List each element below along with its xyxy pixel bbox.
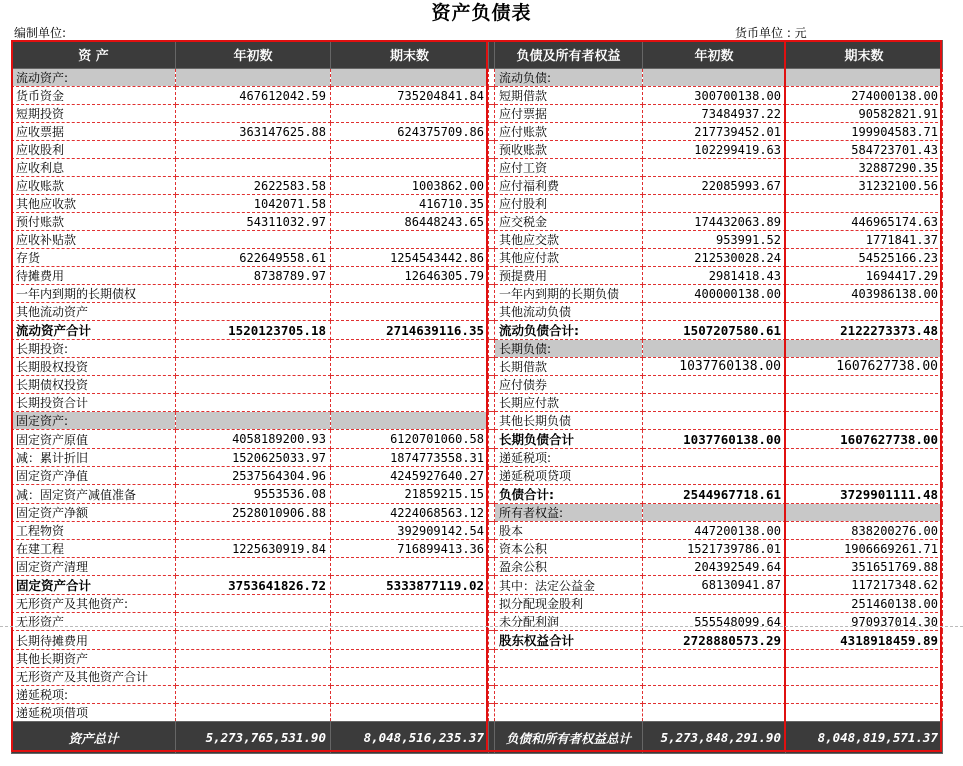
asset-begin-cell[interactable] (176, 303, 331, 321)
liability-end-cell[interactable] (786, 195, 943, 213)
liability-label-cell[interactable]: 其他长期负债 (495, 412, 643, 430)
liability-label-cell[interactable]: 长期负债: (495, 340, 643, 358)
asset-end-cell[interactable] (331, 376, 489, 394)
asset-end-cell[interactable] (331, 358, 489, 376)
header-liability[interactable]: 负债及所有者权益 (495, 41, 643, 69)
liability-total-label: 负债和所有者权益总计 (495, 722, 643, 754)
liability-label-cell[interactable]: 长期负债合计 (495, 430, 643, 449)
asset-label-cell[interactable]: 应收账款 (12, 177, 176, 195)
asset-end-cell[interactable] (331, 704, 489, 722)
liability-label-cell[interactable]: 股本 (495, 522, 643, 540)
liability-end-cell[interactable]: 1607627738.00 (786, 358, 943, 376)
liability-begin-cell[interactable]: 555548099.64 (643, 613, 786, 631)
liability-end-cell[interactable]: 4318918459.89 (786, 631, 943, 650)
asset-begin-cell[interactable]: 1520625033.97 (176, 449, 331, 467)
liability-label-cell[interactable]: 拟分配现金股利 (495, 595, 643, 613)
liability-begin-cell[interactable] (643, 449, 786, 467)
asset-end-cell[interactable]: 716899413.36 (331, 540, 489, 558)
liability-total-begin[interactable]: 5,273,848,291.90 (643, 722, 786, 754)
asset-begin-cell[interactable] (176, 340, 331, 358)
liability-label-cell[interactable]: 递延税项: (495, 449, 643, 467)
asset-end-cell[interactable] (331, 668, 489, 686)
table-row (12, 504, 943, 522)
balance-sheet-table (11, 40, 943, 754)
liability-end-cell[interactable]: 970937014.30 (786, 613, 943, 631)
liability-label-cell[interactable]: 流动负债合计: (495, 321, 643, 340)
table-row (12, 449, 943, 467)
liability-end-cell[interactable]: 54525166.23 (786, 249, 943, 267)
asset-label-cell[interactable]: 递延税项借项 (12, 704, 176, 722)
asset-end-cell[interactable]: 624375709.86 (331, 123, 489, 141)
asset-label-cell[interactable]: 无形资产 (12, 613, 176, 631)
table-row (12, 394, 943, 412)
liability-label-cell[interactable]: 其中：法定公益金 (495, 576, 643, 595)
table-row (12, 340, 943, 358)
asset-begin-cell[interactable]: 2528010906.88 (176, 504, 331, 522)
asset-begin-cell[interactable] (176, 595, 331, 613)
asset-label-cell[interactable]: 应收股利 (12, 141, 176, 159)
asset-end-cell[interactable] (331, 231, 489, 249)
asset-begin-cell[interactable]: 2622583.58 (176, 177, 331, 195)
liability-label-cell[interactable]: 预提费用 (495, 267, 643, 285)
liability-end-cell[interactable] (786, 340, 943, 358)
liability-label-cell[interactable]: 其他流动负债 (495, 303, 643, 321)
asset-label-cell[interactable]: 无形资产及其他资产合计 (12, 668, 176, 686)
header-liability-begin[interactable]: 年初数 (643, 41, 786, 69)
table-row (12, 704, 943, 722)
asset-begin-cell[interactable]: 3753641826.72 (176, 576, 331, 595)
table-row (12, 412, 943, 430)
asset-end-cell[interactable]: 4245927640.27 (331, 467, 489, 485)
liability-label-cell[interactable]: 负债合计: (495, 485, 643, 504)
liability-end-cell[interactable] (786, 686, 943, 704)
asset-label-cell[interactable]: 其他长期资产 (12, 650, 176, 668)
asset-label-cell[interactable]: 应收利息 (12, 159, 176, 177)
liability-end-cell[interactable]: 3729901111.48 (786, 485, 943, 504)
table-row (12, 159, 943, 177)
table-row (12, 267, 943, 285)
liability-begin-cell[interactable] (643, 159, 786, 177)
table-row (12, 668, 943, 686)
liability-total-end[interactable]: 8,048,819,571.37 (786, 722, 943, 754)
asset-begin-cell[interactable]: 9553536.08 (176, 485, 331, 504)
asset-end-cell[interactable] (331, 613, 489, 631)
liability-end-cell[interactable]: 446965174.63 (786, 213, 943, 231)
liability-label-cell[interactable]: 流动负债: (495, 69, 643, 87)
liability-end-cell[interactable]: 838200276.00 (786, 522, 943, 540)
liability-begin-cell[interactable] (643, 195, 786, 213)
asset-label-cell[interactable]: 固定资产净值 (12, 467, 176, 485)
liability-begin-cell[interactable] (643, 412, 786, 430)
liability-end-cell[interactable]: 1906669261.71 (786, 540, 943, 558)
liability-label-cell[interactable] (495, 704, 643, 722)
liability-begin-cell[interactable]: 1507207580.61 (643, 321, 786, 340)
liability-end-cell[interactable] (786, 449, 943, 467)
liability-begin-cell[interactable]: 217739452.01 (643, 123, 786, 141)
table-row (12, 105, 943, 123)
liability-label-cell[interactable]: 预收账款 (495, 141, 643, 159)
liability-label-cell[interactable]: 短期借款 (495, 87, 643, 105)
liability-end-cell[interactable] (786, 668, 943, 686)
liability-label-cell[interactable]: 应付债券 (495, 376, 643, 394)
asset-end-cell[interactable]: 735204841.84 (331, 87, 489, 105)
table-row (12, 540, 943, 558)
liability-begin-cell[interactable]: 1037760138.00 (643, 358, 786, 376)
table-row (12, 87, 943, 105)
liability-label-cell[interactable]: 长期应付款 (495, 394, 643, 412)
table-row (12, 631, 943, 650)
asset-end-cell[interactable] (331, 303, 489, 321)
asset-label-cell[interactable]: 减：累计折旧 (12, 449, 176, 467)
table-row (12, 141, 943, 159)
liability-label-cell[interactable]: 资本公积 (495, 540, 643, 558)
table-row (12, 650, 943, 668)
asset-label-cell[interactable]: 固定资产原值 (12, 430, 176, 449)
asset-end-cell[interactable]: 392909142.54 (331, 522, 489, 540)
liability-end-cell[interactable]: 2122273373.48 (786, 321, 943, 340)
table-row (12, 467, 943, 485)
header-asset-end[interactable]: 期末数 (331, 41, 489, 69)
asset-end-cell[interactable]: 1874773558.31 (331, 449, 489, 467)
asset-label-cell[interactable]: 一年内到期的长期债权 (12, 285, 176, 303)
header-asset-begin[interactable]: 年初数 (176, 41, 331, 69)
asset-begin-cell[interactable] (176, 686, 331, 704)
liability-label-cell[interactable]: 盈余公积 (495, 558, 643, 576)
liability-label-cell[interactable]: 其他应交款 (495, 231, 643, 249)
liability-label-cell[interactable]: 其他应付款 (495, 249, 643, 267)
table-row (12, 213, 943, 231)
asset-label-cell[interactable]: 在建工程 (12, 540, 176, 558)
asset-total-label: 资产总计 (12, 722, 176, 754)
table-row (12, 123, 943, 141)
asset-end-cell[interactable]: 416710.35 (331, 195, 489, 213)
liability-begin-cell[interactable]: 953991.52 (643, 231, 786, 249)
asset-begin-cell[interactable]: 4058189200.93 (176, 430, 331, 449)
asset-end-cell[interactable] (331, 595, 489, 613)
liability-end-cell[interactable]: 32887290.35 (786, 159, 943, 177)
liability-label-cell[interactable]: 应交税金 (495, 213, 643, 231)
asset-end-cell[interactable]: 2714639116.35 (331, 321, 489, 340)
liability-end-cell[interactable]: 351651769.88 (786, 558, 943, 576)
asset-begin-cell[interactable] (176, 522, 331, 540)
asset-begin-cell[interactable]: 1042071.58 (176, 195, 331, 213)
liability-end-cell[interactable]: 403986138.00 (786, 285, 943, 303)
liability-end-cell[interactable]: 274000138.00 (786, 87, 943, 105)
liability-label-cell[interactable]: 一年内到期的长期负债 (495, 285, 643, 303)
asset-end-cell[interactable] (331, 686, 489, 704)
table-row (12, 303, 943, 321)
compiling-unit-label: 编制单位: (14, 26, 67, 40)
asset-total-begin[interactable]: 5,273,765,531.90 (176, 722, 331, 754)
asset-begin-cell[interactable] (176, 613, 331, 631)
liability-begin-cell[interactable]: 68130941.87 (643, 576, 786, 595)
asset-label-cell[interactable]: 预付账款 (12, 213, 176, 231)
table-row (12, 376, 943, 394)
liability-label-cell[interactable] (495, 668, 643, 686)
liability-label-cell[interactable]: 股东权益合计 (495, 631, 643, 650)
liability-end-cell[interactable]: 251460138.00 (786, 595, 943, 613)
asset-label-cell[interactable]: 递延税项: (12, 686, 176, 704)
asset-end-cell[interactable] (331, 394, 489, 412)
header-row (12, 41, 943, 69)
table-row (12, 430, 943, 449)
asset-begin-cell[interactable] (176, 376, 331, 394)
asset-end-cell[interactable]: 86448243.65 (331, 213, 489, 231)
asset-begin-cell[interactable]: 2537564304.96 (176, 467, 331, 485)
asset-label-cell[interactable]: 长期投资: (12, 340, 176, 358)
liability-label-cell[interactable]: 应付账款 (495, 123, 643, 141)
liability-label-cell[interactable]: 长期借款 (495, 358, 643, 376)
asset-label-cell[interactable]: 减：固定资产减值准备 (12, 485, 176, 504)
asset-end-cell[interactable] (331, 159, 489, 177)
liability-end-cell[interactable]: 1607627738.00 (786, 430, 943, 449)
asset-label-cell[interactable]: 无形资产及其他资产: (12, 595, 176, 613)
asset-end-cell[interactable] (331, 105, 489, 123)
asset-begin-cell[interactable] (176, 412, 331, 430)
asset-begin-cell[interactable] (176, 105, 331, 123)
asset-label-cell[interactable]: 应收补贴款 (12, 231, 176, 249)
asset-end-cell[interactable] (331, 412, 489, 430)
liability-begin-cell[interactable] (643, 394, 786, 412)
asset-begin-cell[interactable] (176, 394, 331, 412)
liability-begin-cell[interactable]: 22085993.67 (643, 177, 786, 195)
asset-begin-cell[interactable] (176, 231, 331, 249)
asset-begin-cell[interactable]: 54311032.97 (176, 213, 331, 231)
sheet-title: 资产负债表 (431, 2, 532, 24)
liability-end-cell[interactable]: 1771841.37 (786, 231, 943, 249)
liability-end-cell[interactable]: 90582821.91 (786, 105, 943, 123)
asset-label-cell[interactable]: 工程物资 (12, 522, 176, 540)
liability-begin-cell[interactable] (643, 340, 786, 358)
asset-begin-cell[interactable]: 363147625.88 (176, 123, 331, 141)
table-row (12, 177, 943, 195)
liability-begin-cell[interactable]: 1037760138.00 (643, 430, 786, 449)
liability-begin-cell[interactable] (643, 595, 786, 613)
liability-begin-cell[interactable]: 2981418.43 (643, 267, 786, 285)
asset-begin-cell[interactable]: 467612042.59 (176, 87, 331, 105)
liability-end-cell[interactable]: 117217348.62 (786, 576, 943, 595)
liability-begin-cell[interactable] (643, 704, 786, 722)
table-row (12, 558, 943, 576)
liability-end-cell[interactable] (786, 69, 943, 87)
table-row (12, 249, 943, 267)
asset-end-cell[interactable] (331, 69, 489, 87)
total-row (12, 722, 943, 754)
liability-end-cell[interactable]: 31232100.56 (786, 177, 943, 195)
asset-end-cell[interactable] (331, 631, 489, 650)
header-asset[interactable]: 资 产 (12, 41, 176, 69)
liability-begin-cell[interactable] (643, 69, 786, 87)
table-row (12, 231, 943, 249)
asset-begin-cell[interactable] (176, 704, 331, 722)
liability-begin-cell[interactable]: 447200138.00 (643, 522, 786, 540)
liability-label-cell[interactable]: 未分配利润 (495, 613, 643, 631)
liability-begin-cell[interactable]: 400000138.00 (643, 285, 786, 303)
asset-begin-cell[interactable] (176, 141, 331, 159)
liability-label-cell[interactable]: 所有者权益: (495, 504, 643, 522)
liability-begin-cell[interactable] (643, 376, 786, 394)
asset-label-cell[interactable]: 长期债权投资 (12, 376, 176, 394)
liability-end-cell[interactable] (786, 650, 943, 668)
liability-begin-cell[interactable]: 2728880573.29 (643, 631, 786, 650)
asset-end-cell[interactable] (331, 650, 489, 668)
asset-end-cell[interactable]: 12646305.79 (331, 267, 489, 285)
asset-label-cell[interactable]: 其他流动资产 (12, 303, 176, 321)
asset-end-cell[interactable]: 6120701060.58 (331, 430, 489, 449)
liability-end-cell[interactable] (786, 376, 943, 394)
liability-label-cell[interactable]: 应付福利费 (495, 177, 643, 195)
asset-end-cell[interactable]: 4224068563.12 (331, 504, 489, 522)
liability-begin-cell[interactable]: 204392549.64 (643, 558, 786, 576)
asset-label-cell[interactable]: 长期投资合计 (12, 394, 176, 412)
asset-begin-cell[interactable]: 8738789.97 (176, 267, 331, 285)
liability-end-cell[interactable] (786, 394, 943, 412)
liability-begin-cell[interactable] (643, 504, 786, 522)
liability-begin-cell[interactable]: 2544967718.61 (643, 485, 786, 504)
asset-label-cell[interactable]: 固定资产合计 (12, 576, 176, 595)
table-row (12, 485, 943, 504)
liability-label-cell[interactable] (495, 686, 643, 704)
asset-begin-cell[interactable] (176, 558, 331, 576)
asset-label-cell[interactable]: 其他应收款 (12, 195, 176, 213)
liability-begin-cell[interactable] (643, 650, 786, 668)
liability-begin-cell[interactable] (643, 668, 786, 686)
header-liability-end[interactable]: 期末数 (786, 41, 943, 69)
liability-end-cell[interactable]: 1694417.29 (786, 267, 943, 285)
liability-end-cell[interactable] (786, 504, 943, 522)
asset-label-cell[interactable]: 长期股权投资 (12, 358, 176, 376)
asset-label-cell[interactable]: 待摊费用 (12, 267, 176, 285)
asset-begin-cell[interactable]: 622649558.61 (176, 249, 331, 267)
balance-sheet-body (12, 41, 943, 754)
liability-begin-cell[interactable]: 73484937.22 (643, 105, 786, 123)
asset-begin-cell[interactable] (176, 69, 331, 87)
asset-label-cell[interactable]: 货币资金 (12, 87, 176, 105)
asset-begin-cell[interactable] (176, 159, 331, 177)
asset-begin-cell[interactable] (176, 285, 331, 303)
asset-label-cell[interactable]: 存货 (12, 249, 176, 267)
liability-end-cell[interactable] (786, 303, 943, 321)
asset-end-cell[interactable]: 1003862.00 (331, 177, 489, 195)
table-row (12, 195, 943, 213)
table-row (12, 285, 943, 303)
asset-end-cell[interactable] (331, 558, 489, 576)
liability-label-cell[interactable]: 应付票据 (495, 105, 643, 123)
liability-begin-cell[interactable]: 174432063.89 (643, 213, 786, 231)
asset-label-cell[interactable]: 固定资产清理 (12, 558, 176, 576)
asset-begin-cell[interactable] (176, 650, 331, 668)
asset-begin-cell[interactable]: 1225630919.84 (176, 540, 331, 558)
asset-begin-cell[interactable] (176, 668, 331, 686)
asset-end-cell[interactable] (331, 285, 489, 303)
asset-end-cell[interactable] (331, 141, 489, 159)
asset-label-cell[interactable]: 短期投资 (12, 105, 176, 123)
liability-label-cell[interactable]: 递延税项贷项 (495, 467, 643, 485)
liability-begin-cell[interactable] (643, 467, 786, 485)
table-row (12, 522, 943, 540)
table-row (12, 321, 943, 340)
liability-label-cell[interactable]: 应付工资 (495, 159, 643, 177)
asset-label-cell[interactable]: 应收票据 (12, 123, 176, 141)
table-row (12, 358, 943, 376)
asset-total-end[interactable]: 8,048,516,235.37 (331, 722, 489, 754)
liability-label-cell[interactable]: 应付股利 (495, 195, 643, 213)
asset-end-cell[interactable] (331, 340, 489, 358)
asset-end-cell[interactable]: 21859215.15 (331, 485, 489, 504)
asset-label-cell[interactable]: 固定资产净额 (12, 504, 176, 522)
asset-begin-cell[interactable] (176, 358, 331, 376)
liability-begin-cell[interactable]: 1521739786.01 (643, 540, 786, 558)
liability-end-cell[interactable] (786, 467, 943, 485)
asset-end-cell[interactable]: 5333877119.02 (331, 576, 489, 595)
asset-label-cell[interactable]: 流动资产合计 (12, 321, 176, 340)
asset-label-cell[interactable]: 固定资产: (12, 412, 176, 430)
liability-begin-cell[interactable]: 102299419.63 (643, 141, 786, 159)
table-row (12, 686, 943, 704)
liability-begin-cell[interactable]: 300700138.00 (643, 87, 786, 105)
liability-end-cell[interactable]: 199904583.71 (786, 123, 943, 141)
liability-end-cell[interactable] (786, 412, 943, 430)
currency-unit-label: 货币单位 : 元 (735, 26, 807, 40)
liability-begin-cell[interactable]: 212530028.24 (643, 249, 786, 267)
asset-label-cell[interactable]: 长期待摊费用 (12, 631, 176, 650)
asset-end-cell[interactable]: 1254543442.86 (331, 249, 489, 267)
asset-begin-cell[interactable]: 1520123705.18 (176, 321, 331, 340)
table-row (12, 595, 943, 613)
liability-label-cell[interactable] (495, 650, 643, 668)
asset-begin-cell[interactable] (176, 631, 331, 650)
liability-begin-cell[interactable] (643, 303, 786, 321)
table-row (12, 69, 943, 87)
table-row (12, 613, 943, 631)
asset-label-cell[interactable]: 流动资产: (12, 69, 176, 87)
table-row (12, 576, 943, 595)
liability-end-cell[interactable]: 584723701.43 (786, 141, 943, 159)
liability-begin-cell[interactable] (643, 686, 786, 704)
liability-end-cell[interactable] (786, 704, 943, 722)
